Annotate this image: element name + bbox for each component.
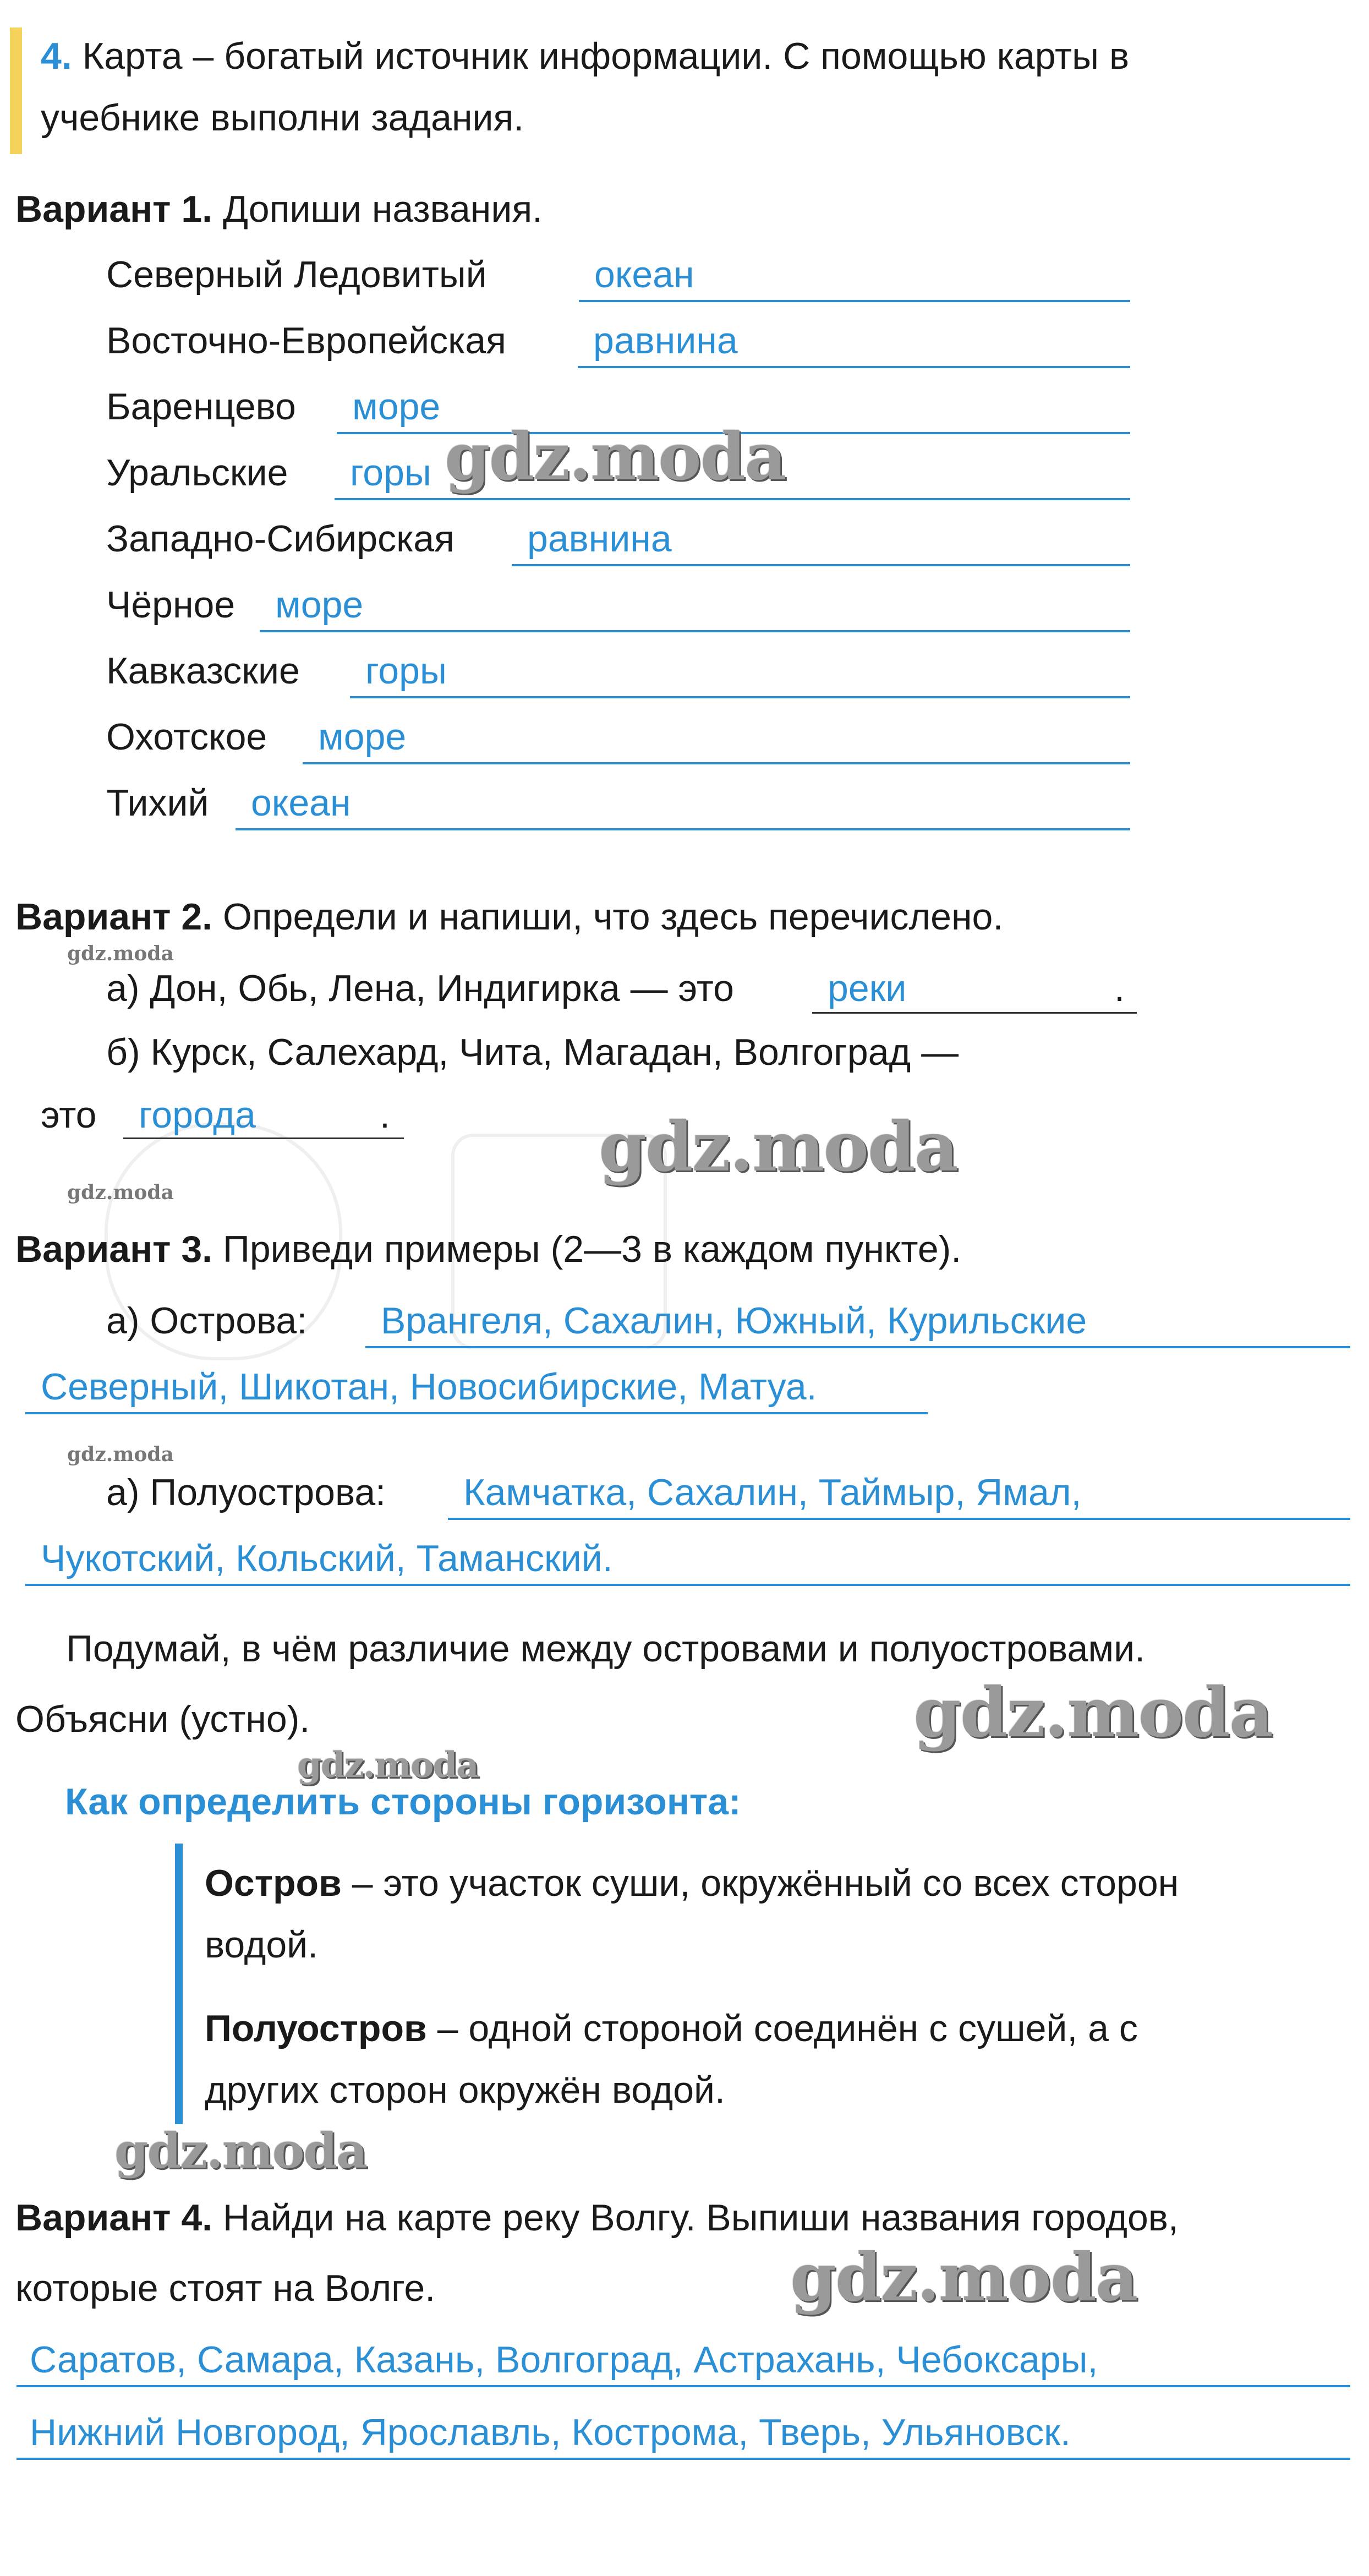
- variant2-b-prompt: б) Курск, Салехард, Чита, Магадан, Волгоград —: [106, 1031, 959, 1073]
- variant3-instruction: Приведи примеры (2—3 в каждом пункте).: [222, 1228, 962, 1270]
- variant1-heading: [15, 190, 543, 228]
- list-item-answer[interactable]: океан: [594, 254, 694, 296]
- variant1-label: Вариант 1.: [15, 188, 213, 230]
- peninsula-definition-line1: [205, 2010, 1138, 2047]
- peninsula-definition-line2: других сторон окружён водой.: [205, 2069, 725, 2111]
- list-item-prompt: Кавказские: [106, 650, 300, 692]
- answer-line: [350, 696, 1130, 698]
- list-item-prompt: Уральские: [106, 452, 288, 494]
- list-item-prompt: Северный Ледовитый: [106, 254, 487, 296]
- horizon-heading: Как определить стороны горизонта:: [65, 1781, 741, 1823]
- variant2-a-end: .: [1114, 967, 1125, 1009]
- watermark: gdz.moda: [790, 2239, 1137, 2316]
- island-definition-line1: [205, 1864, 1179, 1902]
- variant4-answer-line1[interactable]: Саратов, Самара, Казань, Волгоград, Астрахань, Чебоксары,: [30, 2339, 1098, 2381]
- island-definition: – это участок суши, окружённый со всех сторон: [341, 1862, 1179, 1904]
- variant4-instruction-line2: которые стоят на Волге.: [15, 2267, 436, 2309]
- variant3-label: Вариант 3.: [15, 1228, 213, 1270]
- island-definition-line2: водой.: [205, 1924, 319, 1966]
- island-term: Остров: [205, 1862, 342, 1904]
- variant2-heading: [15, 898, 1003, 936]
- watermark: gdz.moda: [913, 1673, 1272, 1753]
- list-item-answer[interactable]: равнина: [527, 518, 672, 560]
- task-text-line2: учебнике выполни задания.: [41, 97, 524, 139]
- variant2-label: Вариант 2.: [15, 896, 213, 938]
- watermark: gdz.moda: [67, 942, 174, 965]
- variant3-a-prompt: а) Острова:: [106, 1300, 308, 1342]
- task-number: 4.: [41, 35, 72, 77]
- variant1-instruction: Допиши названия.: [222, 188, 543, 230]
- list-item-prompt: Охотское: [106, 716, 267, 758]
- answer-line: [579, 300, 1130, 302]
- list-item-answer[interactable]: равнина: [593, 320, 738, 362]
- task-text-line1: Карта – богатый источник информации. С помощью карты в: [82, 35, 1130, 77]
- answer-line: [448, 1518, 1350, 1520]
- watermark: gdz.moda: [67, 1181, 174, 1204]
- variant3-b-answer-line1[interactable]: Камчатка, Сахалин, Таймыр, Ямал,: [463, 1472, 1082, 1513]
- list-item-answer[interactable]: горы: [350, 452, 431, 494]
- variant4-answer-line2[interactable]: Нижний Новгород, Ярославль, Кострома, Тверь, Ульяновск.: [30, 2411, 1071, 2453]
- variant3-b-prompt: а) Полуострова:: [106, 1472, 386, 1513]
- list-item-answer[interactable]: горы: [365, 650, 447, 692]
- list-item-answer[interactable]: океан: [251, 782, 351, 824]
- answer-line: [25, 1584, 1350, 1586]
- variant3-a-answer-line2[interactable]: Северный, Шикотан, Новосибирские, Матуа.: [41, 1366, 817, 1408]
- list-item-prompt: Западно-Сибирская: [106, 518, 454, 560]
- think-line1: Подумай, в чём различие между островами и полуостровами.: [66, 1628, 1145, 1670]
- variant2-instruction: Определи и напиши, что здесь перечислено.: [222, 896, 1004, 938]
- list-item-answer[interactable]: море: [318, 716, 407, 758]
- answer-line: [335, 498, 1130, 500]
- answer-line: [123, 1137, 404, 1139]
- answer-line: [512, 564, 1130, 566]
- list-item-prompt: Тихий: [106, 782, 209, 824]
- variant4-label: Вариант 4.: [15, 2197, 213, 2239]
- variant2-b-answer[interactable]: города: [139, 1094, 256, 1136]
- peninsula-definition: – одной стороной соединён с сушей, а с: [426, 2008, 1138, 2049]
- watermark: gdz.moda: [445, 418, 786, 495]
- task-text: [41, 37, 1129, 75]
- variant2-b-end: .: [380, 1094, 390, 1136]
- variant3-b-answer-line2[interactable]: Чукотский, Кольский, Таманский.: [41, 1538, 613, 1579]
- answer-line: [812, 1012, 1137, 1014]
- watermark: gdz.moda: [67, 1443, 174, 1466]
- peninsula-term: Полуостров: [205, 2008, 427, 2049]
- watermark: gdz.moda: [114, 2122, 367, 2179]
- answer-line: [365, 1346, 1350, 1348]
- definition-accent-bar: [175, 1844, 183, 2124]
- variant4-heading: [15, 2197, 1179, 2239]
- list-item-prompt: Чёрное: [106, 584, 236, 626]
- answer-line: [578, 366, 1130, 368]
- answer-line: [260, 630, 1130, 632]
- list-item-prompt: Баренцево: [106, 386, 296, 428]
- answer-line: [17, 2458, 1350, 2460]
- task-accent-bar: [10, 28, 22, 154]
- answer-line: [25, 1412, 928, 1414]
- variant2-b-prefix: это: [41, 1094, 97, 1136]
- variant2-a-answer[interactable]: реки: [828, 967, 907, 1009]
- answer-line: [236, 828, 1130, 830]
- variant4-instruction-line1: Найди на карте реку Волгу. Выпиши названия городов,: [222, 2197, 1179, 2239]
- watermark: gdz.moda: [297, 1744, 478, 1786]
- list-item-answer[interactable]: море: [275, 584, 364, 626]
- list-item-prompt: Восточно-Европейская: [106, 320, 506, 362]
- list-item-answer[interactable]: море: [352, 386, 441, 428]
- answer-line: [17, 2385, 1350, 2387]
- answer-line: [303, 762, 1130, 764]
- variant3-heading: [15, 1230, 961, 1268]
- variant2-a-prompt: а) Дон, Обь, Лена, Индигирка — это: [106, 967, 734, 1009]
- variant3-a-answer-line1[interactable]: Врангеля, Сахалин, Южный, Курильские: [381, 1300, 1087, 1342]
- think-line2: Объясни (устно).: [15, 1698, 310, 1740]
- watermark: gdz.moda: [599, 1107, 957, 1187]
